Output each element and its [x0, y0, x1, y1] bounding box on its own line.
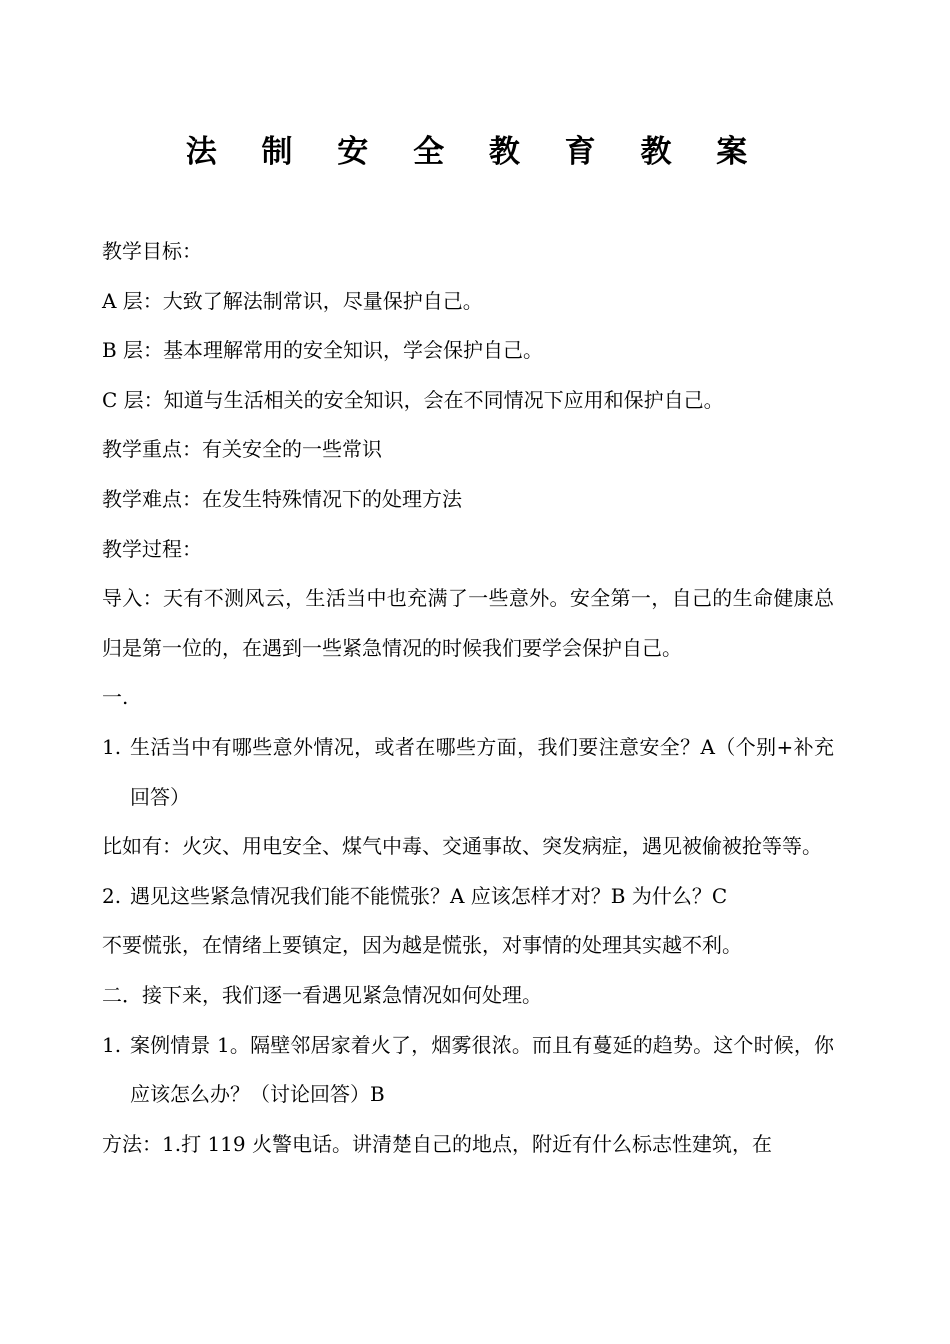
paragraph-key-points: 教学重点：有关安全的一些常识 — [102, 437, 382, 462]
paragraph-introduction: 导入：天有不测风云，生活当中也充满了一些意外。安全第一，自己的生命健康总归是第一位的，在遇到一些紧急情况的时候我们要学会保护自己。 — [102, 586, 834, 660]
list-item-text: 遇见这些紧急情况我们能不能慌张？A 应该怎样才对？B 为什么？C — [130, 883, 728, 908]
paragraph-stay-calm: 不要慌张，在情绪上要镇定，因为越是慌张，对事情的处理其实越不利。 — [102, 933, 742, 958]
paragraph-level-b: B 层：基本理解常用的安全知识，学会保护自己。 — [102, 338, 544, 363]
paragraph-process: 教学过程： — [102, 536, 202, 561]
document-title: 法 制 安 全 教 育 教 案 — [185, 134, 765, 170]
list-item-number: 2. — [102, 883, 122, 908]
list-item — [102, 723, 834, 822]
paragraph-level-a: A 层：大致了解法制常识，尽量保护自己。 — [102, 288, 483, 313]
paragraph-teaching-goals: 教学目标： — [102, 239, 202, 263]
document-body — [102, 227, 834, 1169]
list-item-number: 1. — [102, 1032, 122, 1057]
paragraph-examples: 比如有：火灾、用电安全、煤气中毒、交通事故、突发病症，遇见被偷被抢等等。 — [102, 834, 822, 859]
list-item-number: 1. — [102, 734, 122, 759]
list-item-text: 案例情景 1。隔壁邻居家着火了，烟雾很浓。而且有蔓延的趋势。这个时候，你应该怎么办？（讨论回答）B — [130, 1032, 834, 1107]
list-item — [102, 1021, 834, 1120]
section-heading-one: 一. — [102, 685, 129, 710]
paragraph-level-c: C 层：知道与生活相关的安全知识，会在不同情况下应用和保护自己。 — [102, 387, 724, 412]
paragraph-difficulties: 教学难点：在发生特殊情况下的处理方法 — [102, 486, 462, 511]
paragraph-method: 方法：1.打 119 火警电话。讲清楚自己的地点，附近有什么标志性建筑，在 — [102, 1131, 772, 1156]
section-heading-two: 二．接下来，我们逐一看遇见紧急情况如何处理。 — [102, 982, 542, 1007]
list-item — [102, 872, 834, 922]
list-item-text: 生活当中有哪些意外情况，或者在哪些方面，我们要注意安全？A（个别+补充回答） — [130, 734, 834, 809]
